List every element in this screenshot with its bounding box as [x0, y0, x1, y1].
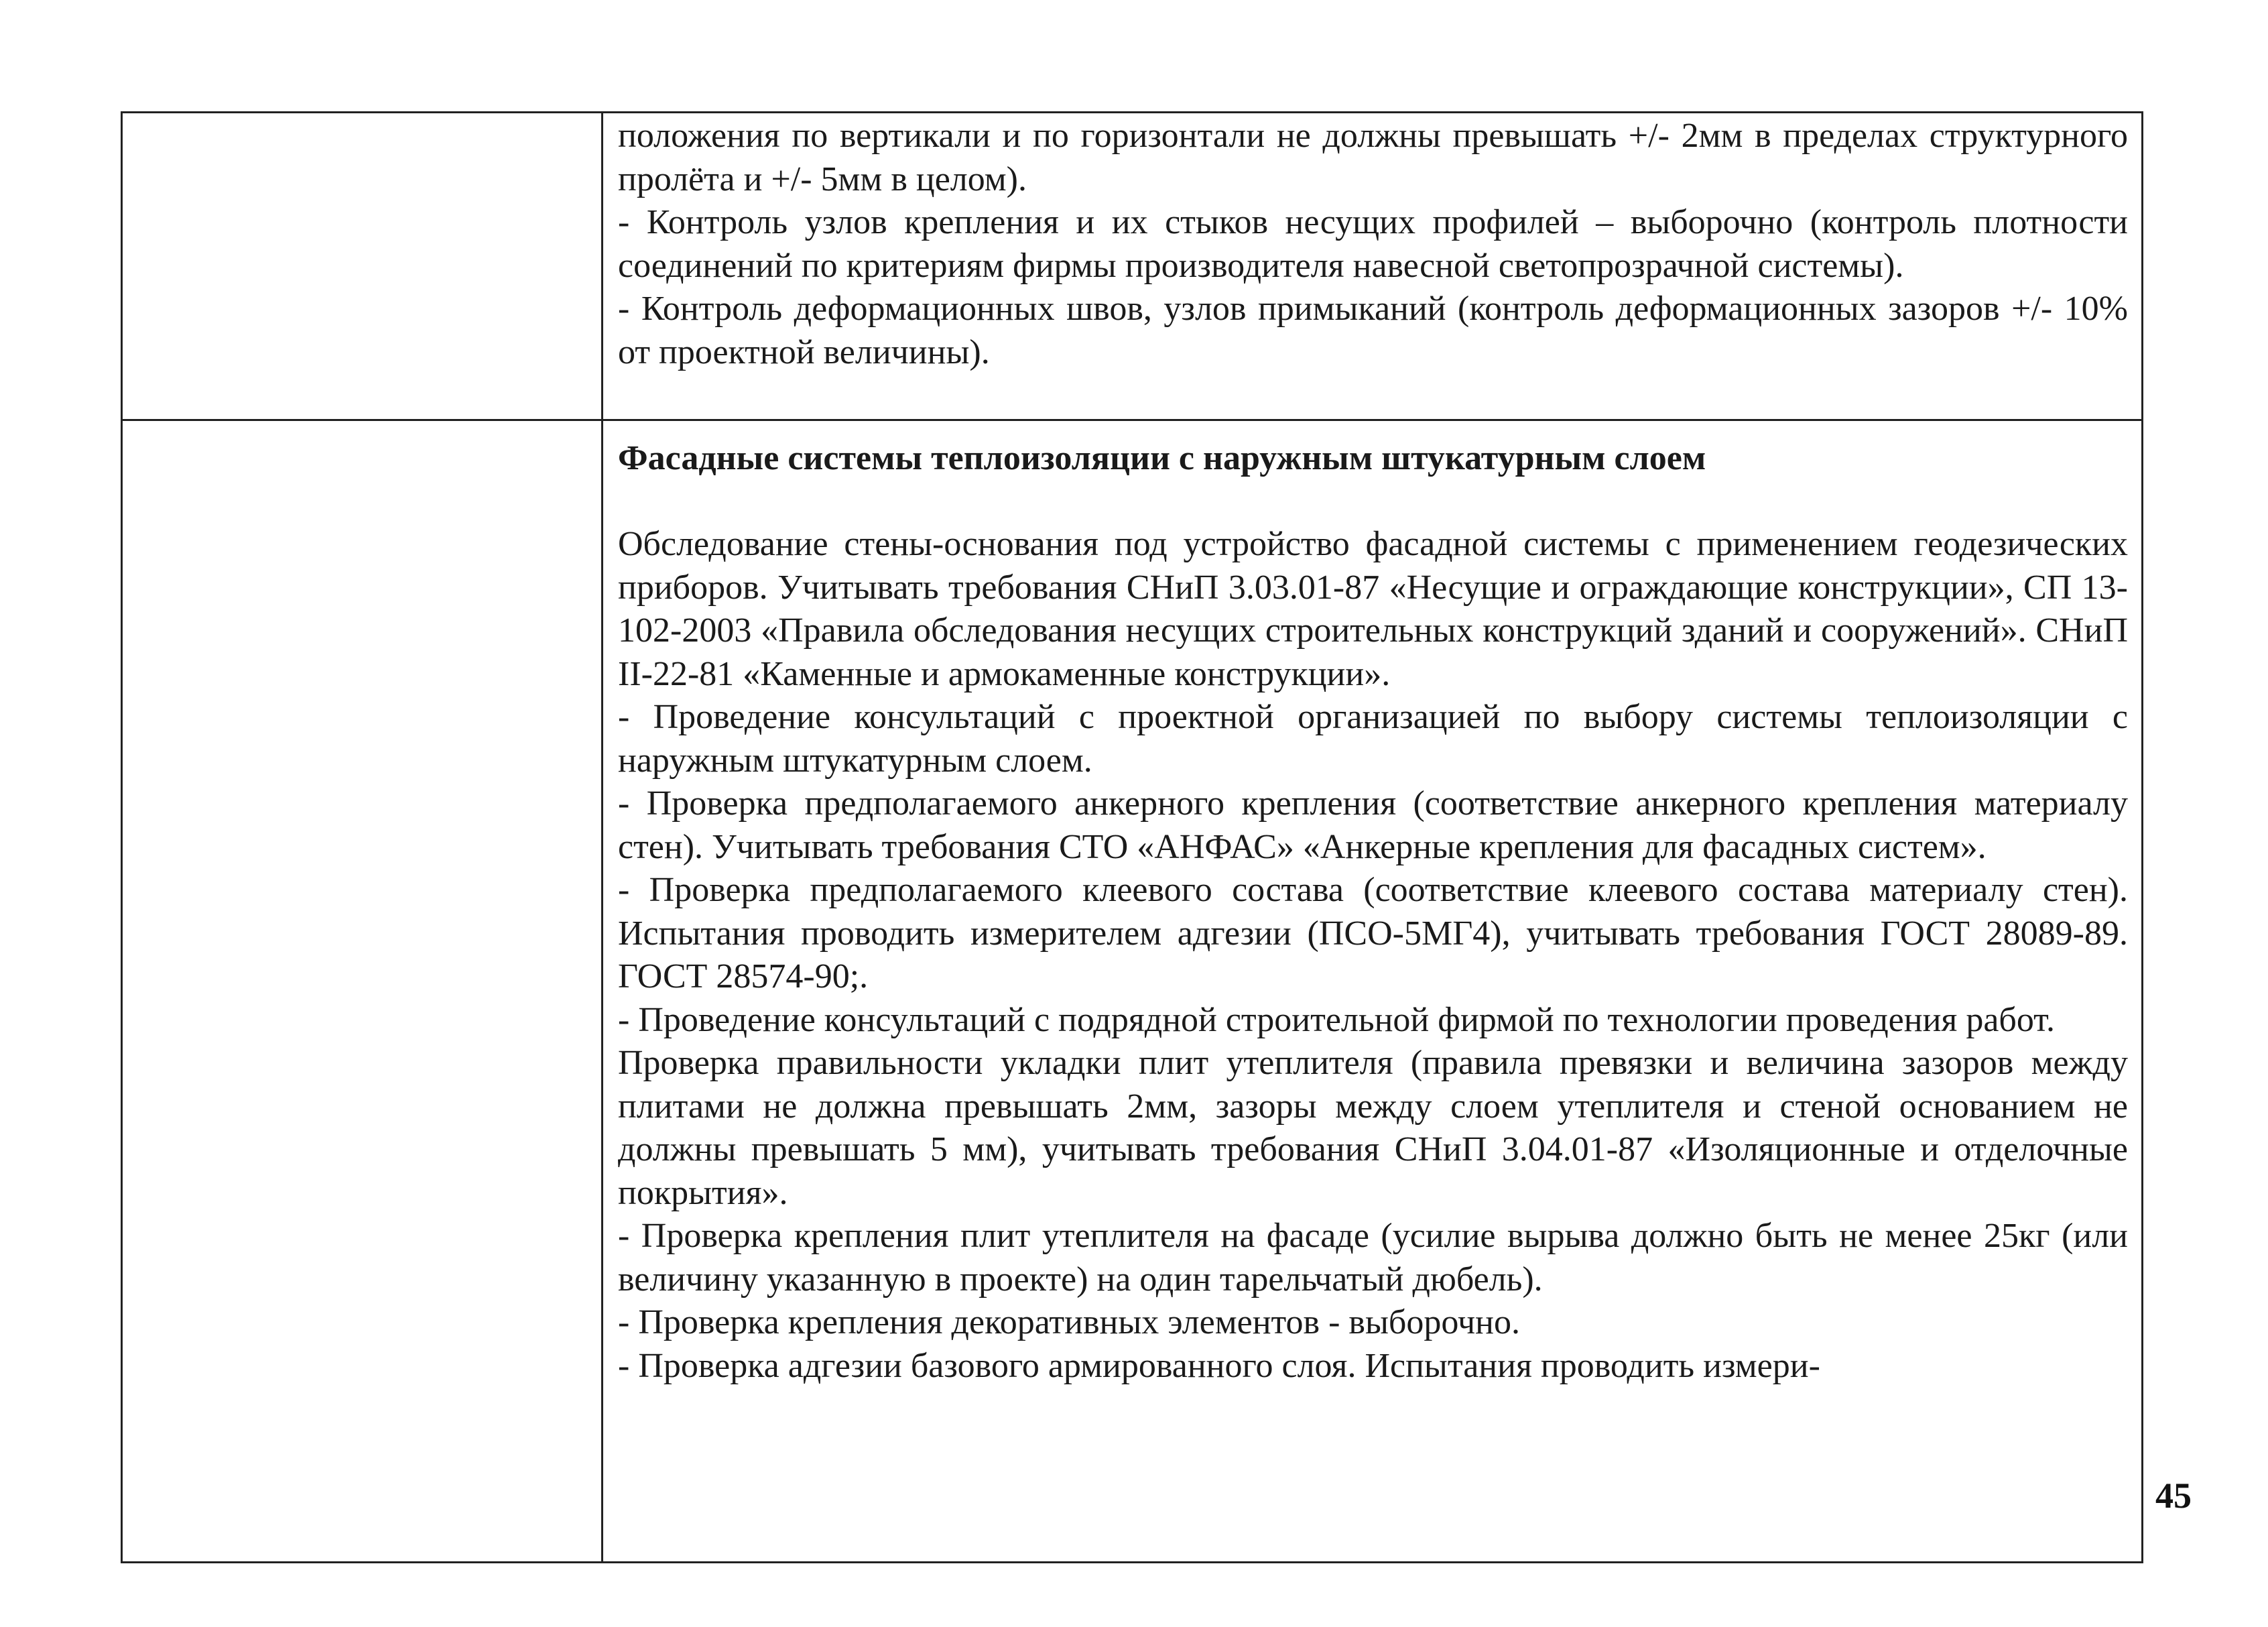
paragraph: - Проверка крепления декоративных элементов - выборочно.	[618, 1303, 1521, 1341]
section-body	[618, 480, 2128, 1388]
page-number: 45	[2155, 1475, 2192, 1516]
inspection-table	[121, 111, 2143, 1563]
table-row	[122, 420, 2143, 1563]
paragraph: - Контроль узлов крепления и их стыков несущих профилей – выборочно (контроль плотности соединений по критериям фирмы производителя навесной светопрозрачной системы).	[618, 203, 2128, 285]
left-cell-empty	[122, 113, 603, 420]
paragraph: - Проведение консультаций с подрядной строительной фирмой по технологии проведения работ.	[618, 1000, 2055, 1039]
section-title: Фасадные системы теплоизоляции с наружным штукатурным слоем	[618, 439, 1706, 477]
paragraph: - Проверка предполагаемого клеевого состава (соответствие клеевого состава материалу стен). Испытания проводить измерителем адгезии (ПСО-5МГ4), учитывать требования ГОСТ 28089-89. ГОСТ 28574-90;.	[618, 871, 2128, 996]
paragraph: - Проверка адгезии базового армированного слоя. Испытания проводить измери-	[618, 1346, 1820, 1385]
paragraph: - Проверка предполагаемого анкерного крепления (соответствие анкерного крепления материалу стен). Учитывать требования СТО «АНФАС» «Анкерные крепления для фасадных систем».	[618, 784, 2128, 866]
section-text	[603, 421, 2141, 1388]
requirements-cell	[603, 113, 2143, 420]
paragraph: - Контроль деформационных швов, узлов примыканий (контроль деформационных зазоров +/- 10% от проектной величины).	[618, 290, 2128, 371]
requirements-text	[603, 113, 2141, 374]
paragraph: Проверка правильности укладки плит утеплителя (правила превязки и величина зазоров между плитами не должна превышать 2мм, зазоры между слоем утеплителя и стеной основанием не должны превышать 5 мм), учитывать требования СНиП 3.04.01-87 «Изоляционные и отделочные покрытия».	[618, 1044, 2128, 1212]
paragraph: положения по вертикали и по горизонтали не должны превышать +/- 2мм в пределах структурного пролёта и +/- 5мм в целом).	[618, 117, 2128, 198]
paragraph: Обследование стены-основания под устройство фасадной системы с применением геодезических приборов. Учитывать требования СНиП 3.03.01-87 «Несущие и ограждающие конструкции», СП 13-102-2003 «Правила обследования несущих строительных конструкций зданий и сооружений». СНиП II-22-81 «Каменные и армокаменные конструкции».	[618, 525, 2128, 693]
table-row	[122, 113, 2143, 420]
section-cell	[603, 420, 2143, 1563]
paragraph: - Проверка крепления плит утеплителя на фасаде (усилие вырыва должно быть не менее 25кг (или величину указанную в проекте) на один тарельчатый дюбель).	[618, 1217, 2128, 1299]
paragraph: - Проведение консультаций с проектной организацией по выбору системы теплоизоляции с наружным штукатурным слоем.	[618, 698, 2128, 780]
left-cell-empty	[122, 420, 603, 1563]
